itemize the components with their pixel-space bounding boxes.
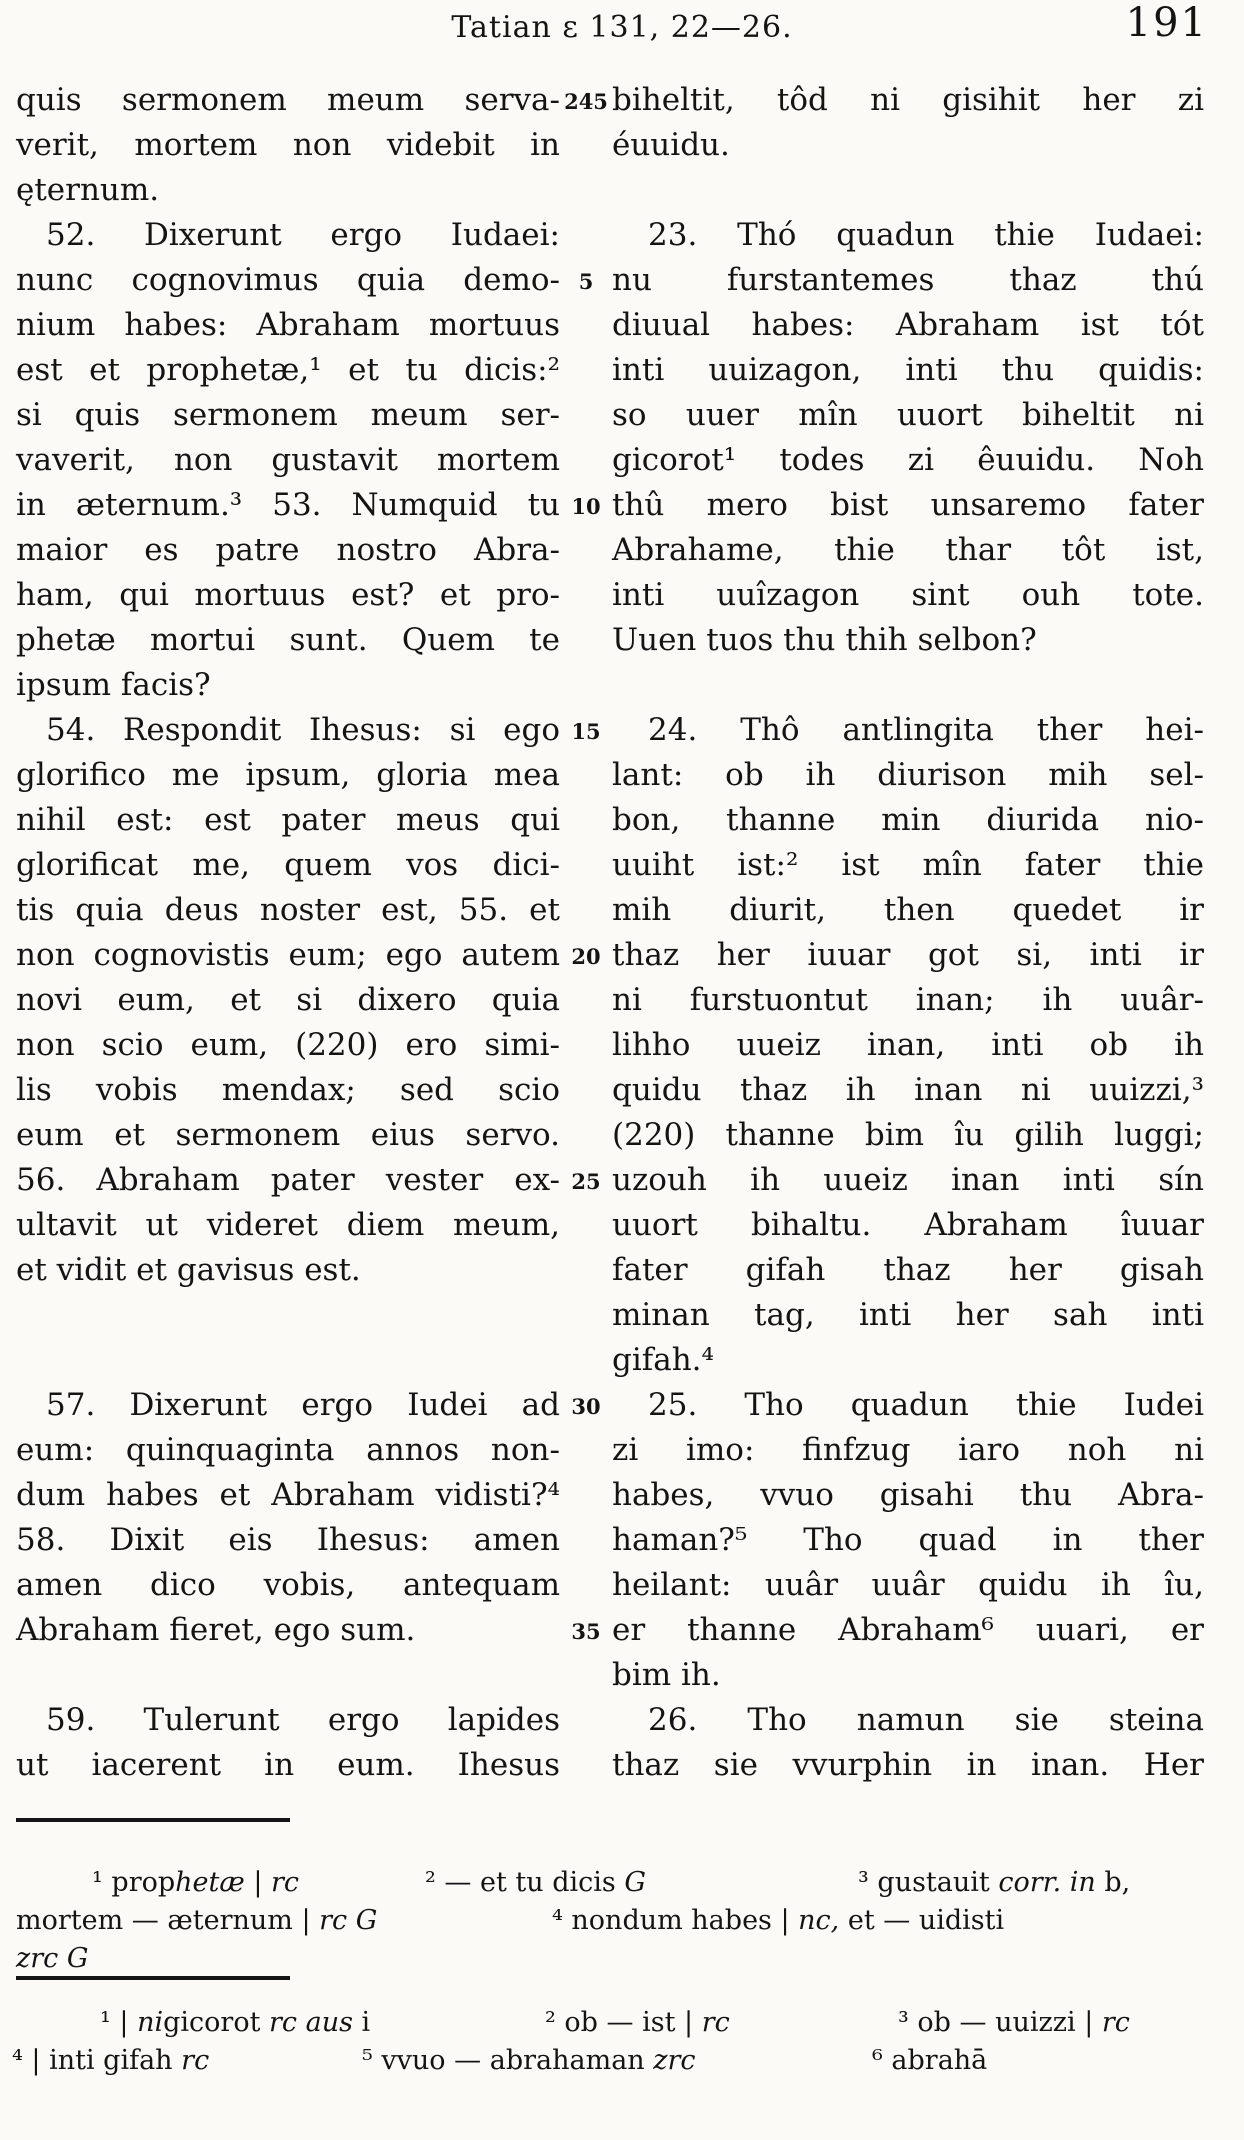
old-high-german-line: nu furstantemes thaz thú xyxy=(612,262,1204,298)
footnote-text-run: ni xyxy=(137,2007,164,2038)
old-high-german-line: lihho uueiz inan, inti ob ih xyxy=(612,1027,1204,1063)
footnote-text-run: b, xyxy=(1095,1867,1131,1898)
gutter-line-number xyxy=(560,1203,612,1248)
gutter-line-number xyxy=(560,1113,612,1158)
old-high-german-line: diuual habes: Abraham ist tót xyxy=(612,307,1204,343)
old-high-german-line: bon, thanne min diurida nio- xyxy=(612,802,1204,838)
old-high-german-line: haman?⁵ Tho quad in ther xyxy=(612,1522,1204,1558)
old-high-german-line: thaz her iuuar got si, inti ir xyxy=(612,937,1204,973)
footnote-text-run: et — uidisti xyxy=(839,1905,1005,1936)
gutter-line-number xyxy=(560,1428,612,1473)
footnote-text-run: rc xyxy=(701,2007,730,2038)
latin-line xyxy=(16,1338,560,1383)
footnote-text-run: ² — et tu dicis xyxy=(425,1867,625,1898)
footnote-text-run: gicorot xyxy=(163,2007,270,2038)
gutter-line-number xyxy=(560,303,612,348)
text-row xyxy=(16,1113,1204,1158)
footnote-text-run: ⁴ nondum habes | xyxy=(552,1905,799,1936)
gutter-line-number xyxy=(560,348,612,393)
gutter-line-number xyxy=(560,123,612,168)
latin-line: Abraham fieret, ego sum. xyxy=(16,1612,416,1648)
page-number: 191 xyxy=(1125,0,1208,46)
old-high-german-line: (220) thanne bim îu gilih luggi; xyxy=(612,1117,1204,1153)
footnote-text-run: rc xyxy=(181,2045,210,2076)
old-high-german-line: thû mero bist unsaremo fater xyxy=(612,487,1204,523)
gutter-line-number: 10 xyxy=(571,494,601,519)
text-row xyxy=(16,393,1204,438)
footnote-line xyxy=(0,1864,1244,1902)
gutter-line-number xyxy=(560,573,612,618)
text-row xyxy=(16,528,1204,573)
gutter-line-number: 245 xyxy=(564,89,608,114)
text-row xyxy=(16,1473,1204,1518)
latin-line: nihil est: est pater meus qui xyxy=(16,802,560,838)
latin-line: lis vobis mendax; sed scio xyxy=(16,1072,560,1108)
parallel-text xyxy=(16,78,1204,1788)
text-row xyxy=(16,1428,1204,1473)
text-row xyxy=(16,1698,1204,1743)
gutter-line-number xyxy=(560,1068,612,1113)
latin-line: 57. Dixerunt ergo Iudei ad xyxy=(46,1387,560,1423)
text-row xyxy=(16,1158,1204,1203)
latin-line xyxy=(16,1293,560,1338)
footnote-text-run: G xyxy=(624,1867,646,1898)
footnote-text-run: ³ gustauit xyxy=(858,1867,999,1898)
gutter-line-number xyxy=(560,1518,612,1563)
old-high-german-line: 26. Tho namun sie steina xyxy=(648,1702,1204,1738)
footnote-segment xyxy=(92,1864,299,1902)
text-row xyxy=(16,888,1204,933)
latin-line: tis quia deus noster est, 55. et xyxy=(16,892,560,928)
text-row xyxy=(16,1653,1204,1698)
latin-line: ultavit ut videret diem meum, xyxy=(16,1207,560,1243)
text-row xyxy=(16,168,1204,213)
footnote-text-run: mortem — æternum | xyxy=(16,1905,320,1936)
old-high-german-line: heilant: uuâr uuâr quidu ih îu, xyxy=(612,1567,1204,1603)
footnote-text-run: ¹ prop xyxy=(92,1867,176,1898)
gutter-line-number xyxy=(560,1563,612,1608)
footnote-text-run: | xyxy=(244,1867,272,1898)
text-row xyxy=(16,348,1204,393)
text-row xyxy=(16,1023,1204,1068)
footnote-segment xyxy=(872,2042,987,2080)
text-row xyxy=(16,213,1204,258)
footnote-segment xyxy=(12,2042,209,2080)
text-row xyxy=(16,798,1204,843)
footnote-segment xyxy=(362,2042,696,2080)
latin-line: non cognovistis eum; ego autem xyxy=(16,937,560,973)
gutter-line-number: 30 xyxy=(571,1394,601,1419)
footnote-text-run: ¹ | xyxy=(100,2007,138,2038)
text-row xyxy=(16,1203,1204,1248)
gutter-line-number xyxy=(560,843,612,888)
footnote-line xyxy=(0,1902,1244,1940)
old-high-german-line: mih diurit, then quedet ir xyxy=(612,892,1204,928)
old-high-german-line: lant: ob ih diurison mih sel- xyxy=(612,757,1204,793)
text-row xyxy=(16,78,1204,123)
old-high-german-line: so uuer mîn uuort biheltit ni xyxy=(612,397,1204,433)
latin-line: glorificat me, quem vos dici- xyxy=(16,847,560,883)
gutter-line-number xyxy=(560,1293,612,1338)
text-row xyxy=(16,1608,1204,1653)
latin-line: 52. Dixerunt ergo Iudaei: xyxy=(46,217,560,253)
footnote-segment xyxy=(16,1902,377,1940)
old-high-german-line: inti uuîzagon sint ouh tote. xyxy=(612,577,1204,613)
gutter-line-number xyxy=(560,438,612,483)
old-high-german-line: 25. Tho quadun thie Iudei xyxy=(648,1387,1204,1423)
gutter-line-number xyxy=(560,753,612,798)
latin-line: ham, qui mortuus est? et pro- xyxy=(16,577,560,613)
footnote-text-run: ⁴ | inti gifah xyxy=(12,2045,182,2076)
old-high-german-line: biheltit, tôd ni gisihit her zi xyxy=(612,82,1204,118)
latin-line: verit, mortem non videbit in xyxy=(16,127,560,163)
running-head xyxy=(0,10,1244,45)
text-row xyxy=(16,1248,1204,1293)
old-high-german-line: thaz sie vvurphin in inan. Her xyxy=(612,1747,1204,1783)
old-high-german-line: minan tag, inti her sah inti xyxy=(612,1297,1204,1333)
old-high-german-line: uzouh ih uueiz inan inti sín xyxy=(612,1162,1204,1198)
gutter-line-number xyxy=(560,1698,612,1743)
old-high-german-line: gicorot¹ todes zi êuuidu. Noh xyxy=(612,442,1204,478)
gutter-line-number xyxy=(560,168,612,213)
gutter-line-number xyxy=(560,528,612,573)
text-row xyxy=(16,753,1204,798)
footnote-segment xyxy=(100,2004,370,2042)
latin-line xyxy=(16,1653,560,1698)
gutter-line-number xyxy=(560,1023,612,1068)
latin-line: eum et sermonem eius servo. xyxy=(16,1117,560,1153)
gutter-line-number xyxy=(560,888,612,933)
text-row xyxy=(16,123,1204,168)
latin-line: ipsum facis? xyxy=(16,667,211,703)
latin-line: glorifico me ipsum, gloria mea xyxy=(16,757,560,793)
gutter-line-number xyxy=(560,213,612,258)
footnote-text-run: i xyxy=(352,2007,371,2038)
text-row xyxy=(16,1068,1204,1113)
footnote-block-2 xyxy=(0,2004,1244,2080)
footnote-text-run: rc xyxy=(271,1867,300,1898)
old-high-german-line: uuort bihaltu. Abraham îuuar xyxy=(612,1207,1204,1243)
gutter-line-number xyxy=(560,1473,612,1518)
text-row xyxy=(16,483,1204,528)
latin-line: 54. Respondit Ihesus: si ego xyxy=(46,712,560,748)
footnote-text-run: ⁵ vvuo — abrahaman xyxy=(362,2045,654,2076)
footnote-text-run: hetæ xyxy=(175,1867,245,1898)
footnote-segment xyxy=(545,2004,730,2042)
latin-line: maior es patre nostro Abra- xyxy=(16,532,560,568)
latin-line: nium habes: Abraham mortuus xyxy=(16,307,560,343)
footnote-text-run: rc G xyxy=(319,1905,378,1936)
old-high-german-line: quidu thaz ih inan ni uuizzi,³ xyxy=(612,1072,1204,1108)
old-high-german-line: Abrahame, thie thar tôt ist, xyxy=(612,532,1204,568)
old-high-german-line: zi imo: finfzug iaro noh ni xyxy=(612,1432,1204,1468)
latin-line: ut iacerent in eum. Ihesus xyxy=(16,1747,560,1783)
text-row xyxy=(16,663,1204,708)
footnote-line xyxy=(0,2042,1244,2080)
text-row xyxy=(16,1563,1204,1608)
gutter-line-number xyxy=(560,663,612,708)
latin-line: quis sermonem meum serva- xyxy=(16,82,560,118)
text-row xyxy=(16,1383,1204,1428)
old-high-german-line: ni furstuontut inan; ih uuâr- xyxy=(612,982,1204,1018)
latin-line: phetæ mortui sunt. Quem te xyxy=(16,622,560,658)
gutter-line-number xyxy=(560,618,612,663)
text-row xyxy=(16,618,1204,663)
old-high-german-line: 24. Thô antlingita ther hei- xyxy=(648,712,1204,748)
latin-line: si quis sermonem meum ser- xyxy=(16,397,560,433)
text-row xyxy=(16,1518,1204,1563)
latin-line: vaverit, non gustavit mortem xyxy=(16,442,560,478)
latin-line: et vidit et gavisus est. xyxy=(16,1252,361,1288)
latin-line: 56. Abraham pater vester ex- xyxy=(16,1162,560,1198)
old-high-german-line: inti uuizagon, inti thu quidis: xyxy=(612,352,1204,388)
gutter-line-number xyxy=(560,798,612,843)
latin-line: novi eum, et si dixero quia xyxy=(16,982,560,1018)
gutter-line-number xyxy=(560,1338,612,1383)
old-high-german-line: bim ih. xyxy=(612,1657,721,1693)
old-high-german-line: éuuidu. xyxy=(612,127,730,163)
text-row xyxy=(16,258,1204,303)
footnote-text-run: corr. in xyxy=(998,1867,1096,1898)
gutter-line-number xyxy=(560,978,612,1023)
old-high-german-line: fater gifah thaz her gisah xyxy=(612,1252,1204,1288)
footnote-segment xyxy=(898,2004,1130,2042)
footnote-block-1 xyxy=(0,1864,1244,1978)
gutter-line-number xyxy=(560,1653,612,1698)
footnote-separator-2 xyxy=(16,1976,290,1980)
text-row xyxy=(16,708,1204,753)
footnote-text-run: ⁶ abrahā xyxy=(872,2045,988,2076)
footnote-text-run: ³ ob — uuizzi | xyxy=(898,2007,1102,2038)
footnote-text-run: nc, xyxy=(798,1905,840,1936)
gutter-line-number xyxy=(560,1743,612,1788)
footnote-text-run: rc aus xyxy=(269,2007,353,2038)
text-row xyxy=(16,1338,1204,1383)
old-high-german-line: habes, vvuo gisahi thu Abra- xyxy=(612,1477,1204,1513)
text-row xyxy=(16,1743,1204,1788)
latin-line: est et prophetæ,¹ et tu dicis:² xyxy=(16,352,560,388)
text-row xyxy=(16,843,1204,888)
gutter-line-number: 35 xyxy=(571,1619,601,1644)
footnote-line xyxy=(0,2004,1244,2042)
gutter-line-number: 25 xyxy=(571,1169,601,1194)
latin-line: 59. Tulerunt ergo lapides xyxy=(46,1702,560,1738)
running-head-title: Tatian ε 131, 22—26. xyxy=(451,10,793,45)
text-row xyxy=(16,303,1204,348)
gutter-line-number: 20 xyxy=(571,944,601,969)
old-high-german-line: 23. Thó quadun thie Iudaei: xyxy=(648,217,1204,253)
footnote-text-run: zrc G xyxy=(16,1943,89,1974)
footnote-text-run: ² ob — ist | xyxy=(545,2007,702,2038)
footnote-line xyxy=(0,1940,1244,1978)
old-high-german-line: uuiht ist:² ist mîn fater thie xyxy=(612,847,1204,883)
latin-line: eum: quinquaginta annos non- xyxy=(16,1432,560,1468)
old-high-german-line xyxy=(612,663,1204,708)
footnote-segment xyxy=(858,1864,1130,1902)
latin-line: ęternum. xyxy=(16,172,160,208)
gutter-line-number xyxy=(560,1248,612,1293)
gutter-line-number xyxy=(560,393,612,438)
latin-line: non scio eum, (220) ero simi- xyxy=(16,1027,560,1063)
text-row xyxy=(16,438,1204,483)
latin-line: nunc cognovimus quia demo- xyxy=(16,262,560,298)
footnote-segment xyxy=(16,1940,88,1978)
text-row xyxy=(16,573,1204,618)
latin-line: dum habes et Abraham vidisti?⁴ xyxy=(16,1477,560,1513)
footnote-segment xyxy=(552,1902,1004,1940)
text-row xyxy=(16,1293,1204,1338)
latin-line: amen dico vobis, antequam xyxy=(16,1567,560,1603)
footnote-segment xyxy=(425,1864,646,1902)
gutter-line-number: 5 xyxy=(578,269,594,294)
old-high-german-line: gifah.⁴ xyxy=(612,1342,714,1378)
old-high-german-line: er thanne Abraham⁶ uuari, er xyxy=(612,1612,1204,1648)
text-row xyxy=(16,933,1204,978)
old-high-german-line: Uuen tuos thu thih selbon? xyxy=(612,622,1037,658)
latin-line: 58. Dixit eis Ihesus: amen xyxy=(16,1522,560,1558)
gutter-line-number: 15 xyxy=(571,719,601,744)
footnote-text-run: zrc xyxy=(653,2045,696,2076)
footnote-text-run: rc xyxy=(1101,2007,1130,2038)
latin-line: in æternum.³ 53. Numquid tu xyxy=(16,487,560,523)
old-high-german-line xyxy=(612,168,1204,213)
text-row xyxy=(16,978,1204,1023)
footnote-separator-1 xyxy=(16,1818,290,1822)
